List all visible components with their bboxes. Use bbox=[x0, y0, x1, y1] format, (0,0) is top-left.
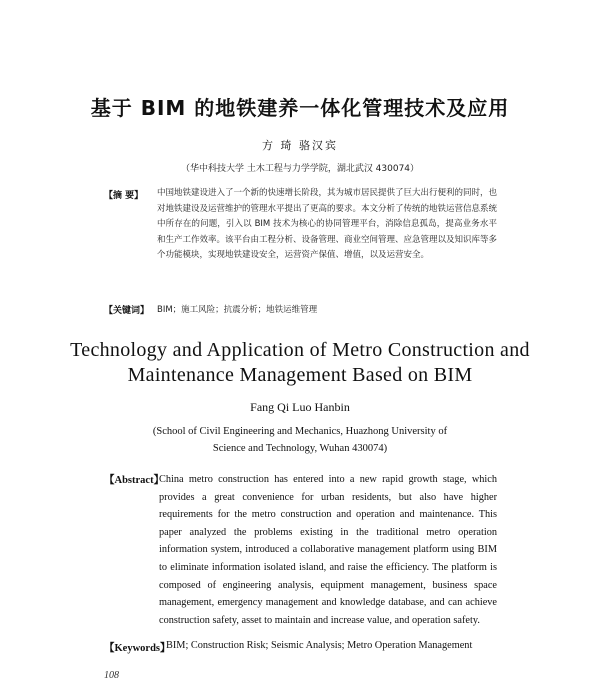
chinese-keywords-text: BIM；施工风险；抗震分析；地铁运维管理 bbox=[157, 305, 318, 315]
english-title-line-2: Maintenance Management Based on BIM bbox=[127, 364, 473, 386]
english-keywords-text: BIM; Construction Risk; Seismic Analysis; Metro Operation Management bbox=[166, 640, 473, 651]
english-authors: Fang Qi Luo Hanbin bbox=[250, 400, 350, 414]
english-affiliation-line-1: (School of Civil Engineering and Mechanics, Huazhong University of bbox=[152, 426, 448, 437]
english-affiliation bbox=[0, 423, 600, 457]
chinese-affiliation: （华中科技大学 土木工程与力学学院，湖北武汉 430074） bbox=[180, 164, 420, 174]
chinese-keywords-label: 【关键词】 bbox=[104, 306, 150, 316]
english-title bbox=[40, 338, 560, 388]
chinese-abstract-label: 【摘 要】 bbox=[104, 191, 144, 201]
english-affiliation-line-2: Science and Technology, Wuhan 430074) bbox=[212, 443, 388, 454]
english-keywords-label: 【Keywords】 bbox=[104, 643, 171, 654]
english-abstract-text: China metro construction has entered into a new rapid growth stage, which provides a great convenience for urban residents, but also have higher requirements for the metro construction and operation and maintenance. This paper analyzed the problems existing in the traditional metro operation information system, introduced a collaborative management platform using BIM to eliminate information isolated island, and raise the efficiency. The platform is composed of engineering analysis, equipment management, business space management, emergency management and knowledge database, and can achieve construction safety, asset to maintain and increase value, and operation safety. bbox=[159, 474, 497, 626]
chinese-abstract-text: 中国地铁建设进入了一个新的快速增长阶段，其为城市居民提供了巨大出行便利的同时，也对地铁建设及运营维护的管理水平提出了更高的要求。本文分析了传统的地铁运营信息系统中所存在的问题，引入以 BIM 技术为核心的协同管理平台，消除信息孤岛，提高业务水平和生产工作效率。该平台由工程分析、设备管理、商业空间管理、应急管理以及知识库等多个功能模块，实现地铁建设安全，运营资产保值、增值，以及运营安全。 bbox=[157, 188, 498, 260]
page-number: 108 bbox=[104, 670, 119, 681]
english-title-line-1: Technology and Application of Metro Construction and bbox=[70, 339, 530, 361]
chinese-title: 基于 BIM 的地铁建养一体化管理技术及应用 bbox=[90, 96, 510, 120]
english-abstract-label: 【Abstract】 bbox=[104, 475, 165, 486]
chinese-authors: 方 琦 骆汉宾 bbox=[262, 139, 338, 152]
